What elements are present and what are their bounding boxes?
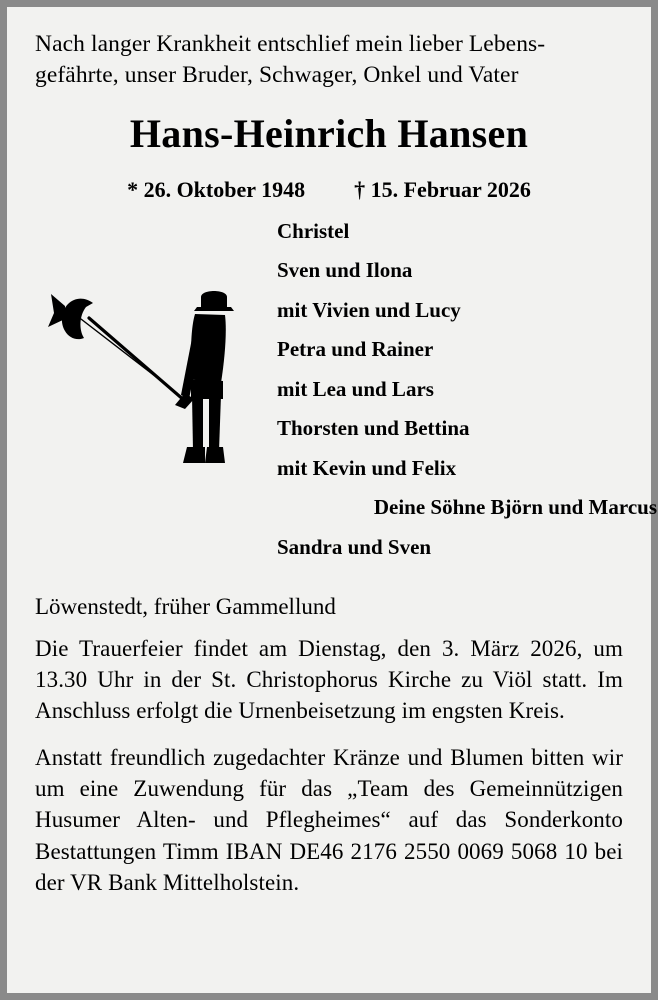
intro-line-2: gefährte, unser Bruder, Schwager, Onkel und Vater: [35, 62, 519, 89]
intro-line-1: Nach langer Krankheit entschlief mein lieber Lebens-: [35, 31, 546, 57]
list-item: mit Kevin und Felix: [277, 455, 457, 480]
list-item: Sven und Ilona: [277, 258, 413, 282]
angler-with-fish-silhouette-icon: [35, 283, 275, 523]
list-item: mit Lea und Lars: [277, 376, 434, 401]
list-item: Christel: [277, 218, 350, 243]
list-item: Petra und Rainer: [277, 337, 434, 361]
list-item: Sandra und Sven: [277, 534, 432, 559]
list-item: mit Vivien und Lucy: [277, 297, 461, 322]
ceremony-paragraph: Die Trauerfeier findet am Dienstag, den 3. März 2026, um 13.30 Uhr in der St. Christophorus Kirche zu Viöl statt. Im Anschluss erfolgt die Urnenbeisetzung im engsten Kreis.: [35, 636, 623, 724]
list-item: Deine Söhne Björn und Marcus: [373, 495, 657, 519]
life-dates: [35, 177, 623, 203]
death-date: † 15. Februar 2026: [354, 176, 531, 202]
place-line: Löwenstedt, früher Gammellund: [35, 593, 336, 619]
list-item: Thorsten und Bettina: [277, 416, 470, 440]
deceased-name: Hans-Heinrich Hansen: [129, 110, 529, 156]
family-names-list: [277, 218, 657, 577]
donation-paragraph: Anstatt freundlich zugedachter Kränze und Blumen bitten wir um eine Zuwendung für das „Team des Gemeinnützigen Husumer Alten- und Pflegheimes“ auf das Sonderkonto Bestattungen Timm IBAN DE46 2176 2550 0069 5068 10 bei der VR Bank Mittelholstein.: [35, 745, 623, 895]
middle-section: [35, 218, 657, 591]
birth-date: * 26. Oktober 1948: [127, 176, 306, 202]
intro-text: [35, 29, 623, 92]
